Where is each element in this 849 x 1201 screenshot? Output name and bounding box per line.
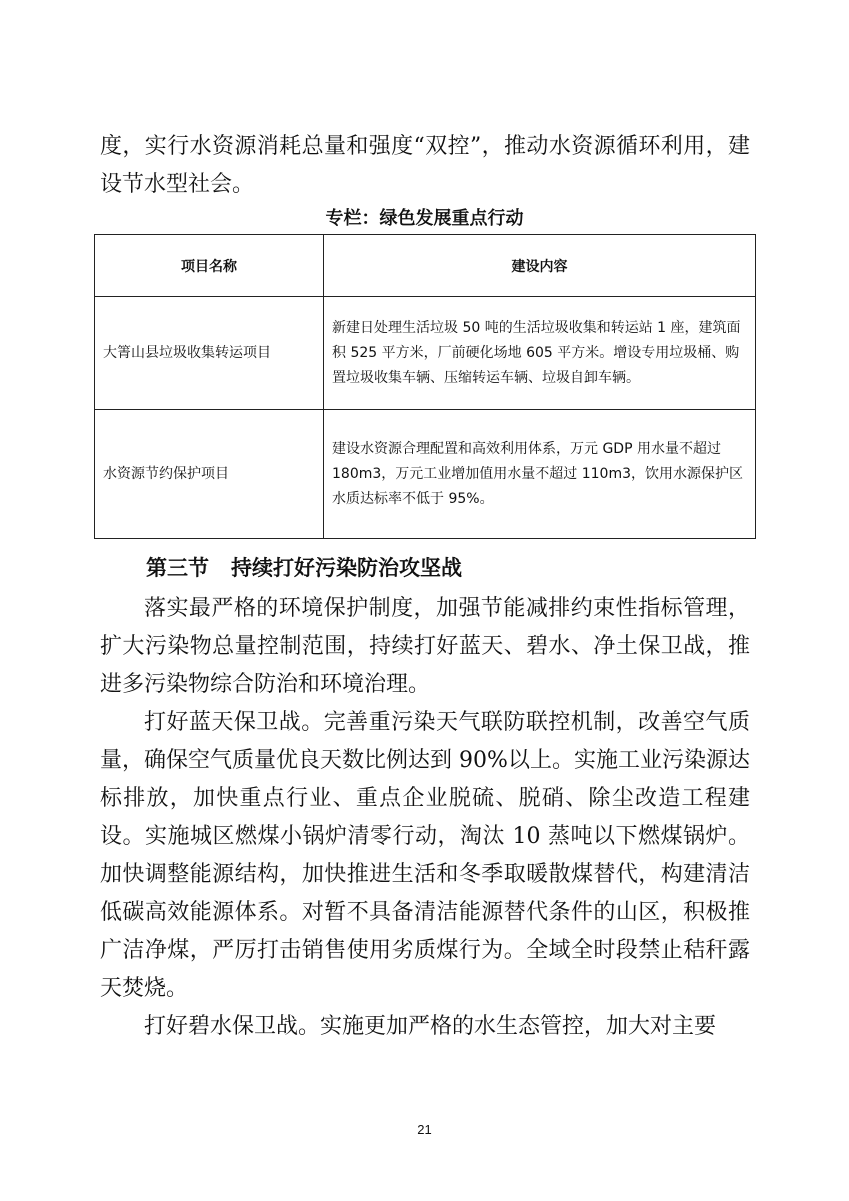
section-title: 持续打好污染防治攻坚战 — [231, 556, 462, 580]
key-actions-table — [94, 234, 756, 539]
table-header-row — [95, 235, 756, 297]
page-number: 21 — [417, 1122, 432, 1137]
project-name-cell: 水资源节约保护项目 — [95, 410, 324, 539]
table-row — [95, 410, 756, 539]
column-header-name: 项目名称 — [95, 235, 324, 297]
column-header-content: 建设内容 — [324, 235, 756, 297]
table-caption: 专栏：绿色发展重点行动 — [325, 208, 524, 229]
project-content-cell: 建设水资源合理配置和高效利用体系，万元 GDP 用水量不超过 180m3，万元工业增加值用水量不超过 110m3，饮用水源保护区水质达标率不低于 95%。 — [324, 410, 756, 539]
project-name-cell: 大箐山县垃圾收集转运项目 — [95, 297, 324, 410]
project-content-cell: 新建日处理生活垃圾 50 吨的生活垃圾收集和转运站 1 座，建筑面积 525 平方米，厂前硬化场地 605 平方米。增设专用垃圾桶、购置垃圾收集车辆、压缩转运车辆、垃圾自卸车辆。 — [324, 297, 756, 410]
section-heading — [146, 550, 462, 586]
body-paragraph: 打好碧水保卫战。实施更加严格的水生态管控，加大对主要 — [144, 1014, 717, 1039]
body-paragraph: 落实最严格的环境保护制度，加强节能减排约束性指标管理，扩大污染物总量控制范围，持续打好蓝天、碧水、净土保卫战，推进多污染物综合防治和环境治理。 — [100, 596, 750, 697]
intro-paragraph: 度，实行水资源消耗总量和强度“双控”，推动水资源循环利用，建设节水型社会。 — [100, 134, 750, 197]
body-paragraph: 打好蓝天保卫战。完善重污染天气联防联控机制，改善空气质量，确保空气质量优良天数比例达到 90%以上。实施工业污染源达标排放，加快重点行业、重点企业脱硫、脱硝、除尘改造工程建设。实施城区燃煤小锅炉清零行动，淘汰 10 蒸吨以下燃煤锅炉。加快调整能源结构，加快推进生活和冬季取暖散煤替代，构建清洁低碳高效能源体系。对暂不具备清洁能源替代条件的山区，积极推广洁净煤，严厉打击销售使用劣质煤行为。全域全时段禁止秸秆露天焚烧。 — [100, 710, 750, 1001]
body-text — [100, 590, 750, 1046]
section-number: 第三节 — [146, 556, 209, 580]
table-row — [95, 297, 756, 410]
